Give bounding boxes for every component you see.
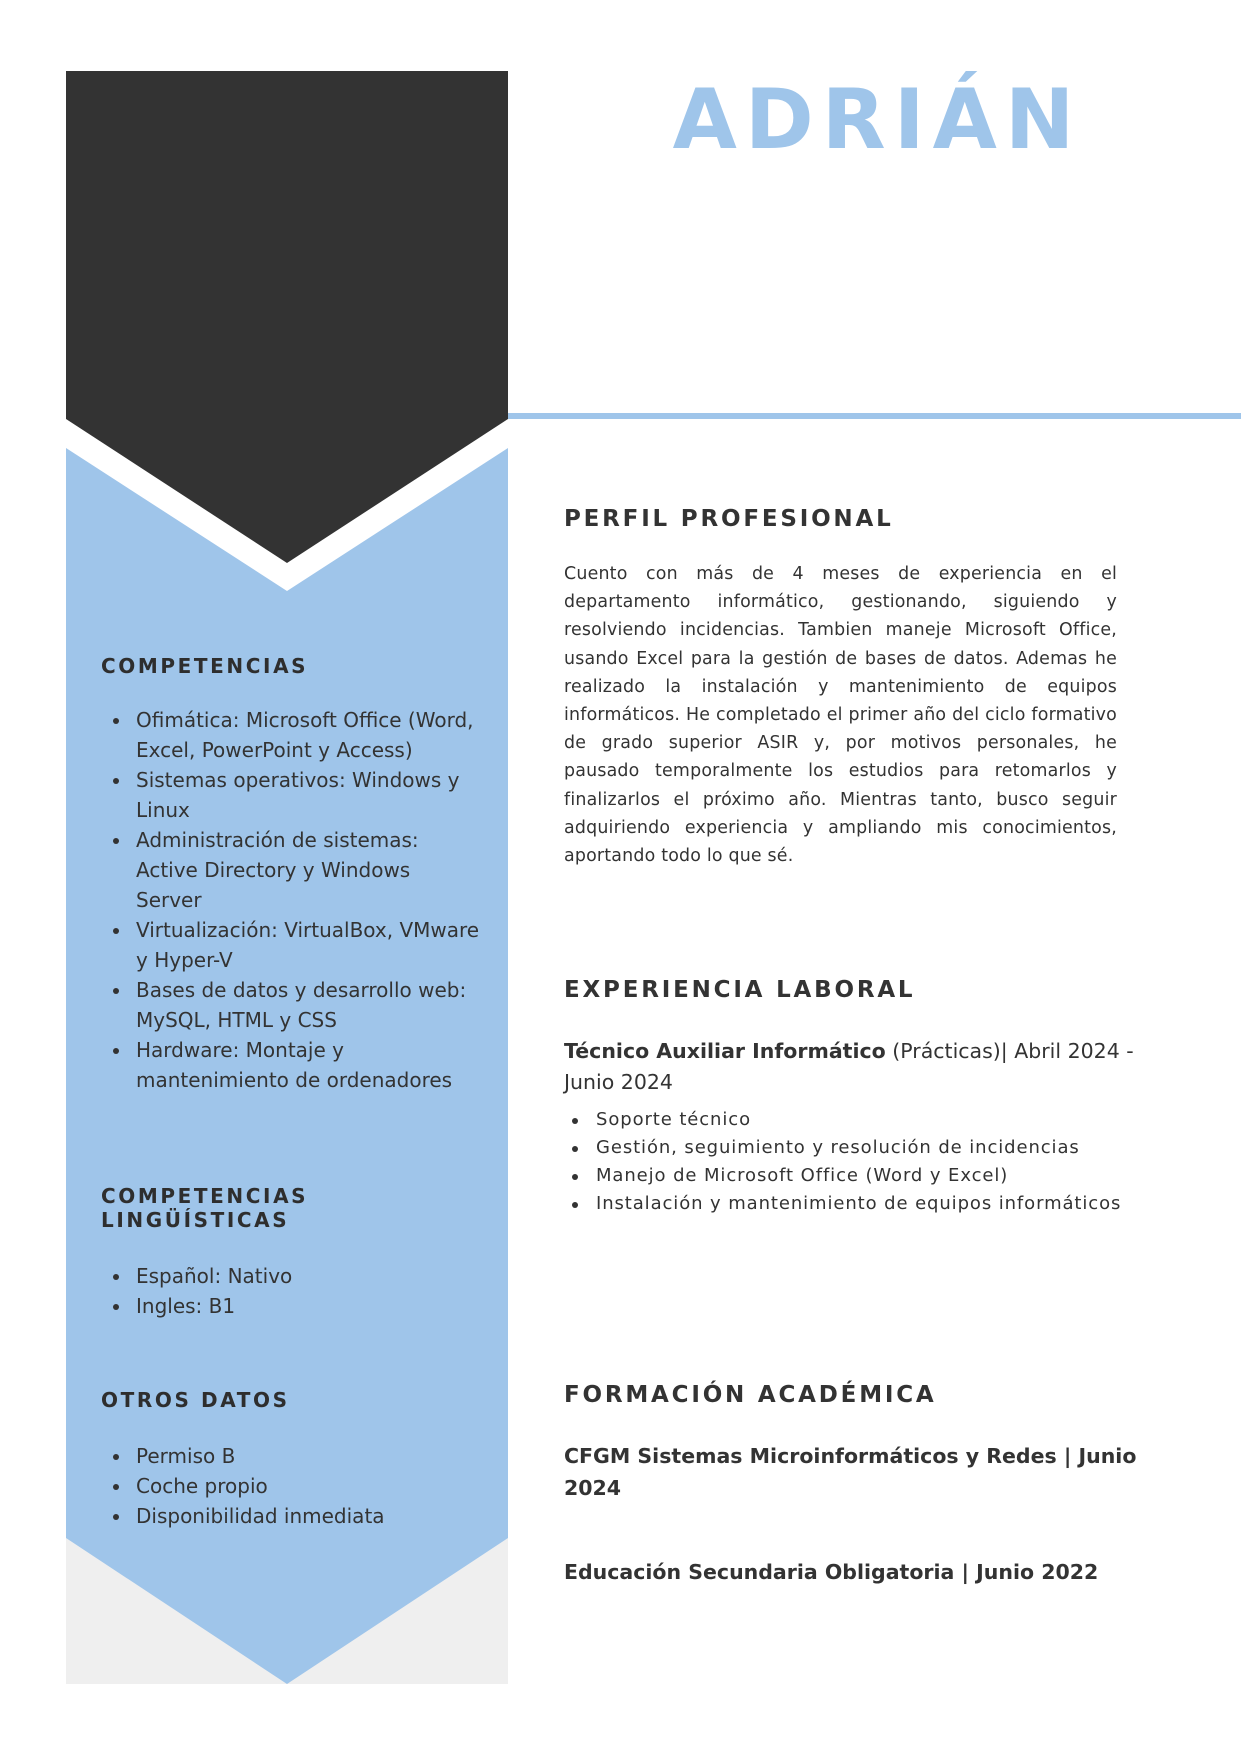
list-item: Bases de datos y desarrollo web: MySQL, HTML y CSS bbox=[101, 975, 481, 1035]
linguisticas-list bbox=[101, 1261, 481, 1321]
otros-datos-list bbox=[101, 1441, 481, 1531]
job-details: (Prácticas)| Abril 2024 - Junio 2024 bbox=[564, 1039, 1134, 1094]
job-role: Técnico Auxiliar Informático bbox=[564, 1039, 886, 1063]
list-item: Permiso B bbox=[101, 1441, 481, 1471]
list-item: Administración de sistemas: Active Directory y Windows Server bbox=[101, 825, 481, 915]
list-item: Español: Nativo bbox=[101, 1261, 481, 1291]
list-item: Ofimática: Microsoft Office (Word, Excel, PowerPoint y Access) bbox=[101, 705, 481, 765]
competencias-heading: COMPETENCIAS bbox=[101, 654, 309, 678]
list-item: Manejo de Microsoft Office (Word y Excel) bbox=[564, 1162, 1152, 1190]
otros-datos-heading: OTROS DATOS bbox=[101, 1388, 290, 1412]
linguisticas-heading-line2: LINGÜÍSTICAS bbox=[101, 1208, 290, 1232]
perfil-text: Cuento con más de 4 meses de experiencia en el departamento informático, gestionando, siguiendo y resolviendo incidencias. Tambien maneje Microsoft Office, usando Excel para la gestión de bases de datos. Ademas he realizado la instalación y mantenimiento de equipos informáticos. He completado el primer año del ciclo formativo de grado superior ASIR y, por motivos personales, he pausado temporalmente los estudios para retomarlos y finalizarlos el próximo año. Mientras tanto, busco seguir adquiriendo experiencia y ampliando mis conocimientos, aportando todo lo que sé. bbox=[564, 564, 1117, 867]
education-item: Educación Secundaria Obligatoria | Junio 2022 bbox=[564, 1560, 1099, 1584]
list-item: Virtualización: VirtualBox, VMware y Hyper-V bbox=[101, 915, 481, 975]
job-tasks-list bbox=[564, 1106, 1152, 1218]
candidate-name: ADRIÁN bbox=[672, 71, 1083, 168]
linguisticas-heading-line1: COMPETENCIAS bbox=[101, 1184, 309, 1208]
list-item: Gestión, seguimiento y resolución de incidencias bbox=[564, 1134, 1152, 1162]
list-item: Disponibilidad inmediata bbox=[101, 1501, 481, 1531]
education-item: CFGM Sistemas Microinformáticos y Redes | Junio 2024 bbox=[564, 1444, 1137, 1500]
list-item: Coche propio bbox=[101, 1471, 481, 1501]
list-item: Instalación y mantenimiento de equipos informáticos bbox=[564, 1190, 1152, 1218]
list-item: Hardware: Montaje y mantenimiento de ordenadores bbox=[101, 1035, 481, 1095]
list-item: Soporte técnico bbox=[564, 1106, 1152, 1134]
formacion-heading: FORMACIÓN ACADÉMICA bbox=[564, 1382, 937, 1408]
job-title bbox=[564, 1036, 1154, 1098]
experiencia-heading: EXPERIENCIA LABORAL bbox=[564, 977, 916, 1003]
perfil-heading: PERFIL PROFESIONAL bbox=[564, 506, 894, 532]
sidebar-dark-chevron bbox=[66, 71, 508, 563]
header-divider bbox=[508, 413, 1241, 419]
list-item: Ingles: B1 bbox=[101, 1291, 481, 1321]
list-item: Sistemas operativos: Windows y Linux bbox=[101, 765, 481, 825]
competencias-list bbox=[101, 705, 481, 1095]
linguisticas-heading bbox=[101, 1184, 308, 1232]
